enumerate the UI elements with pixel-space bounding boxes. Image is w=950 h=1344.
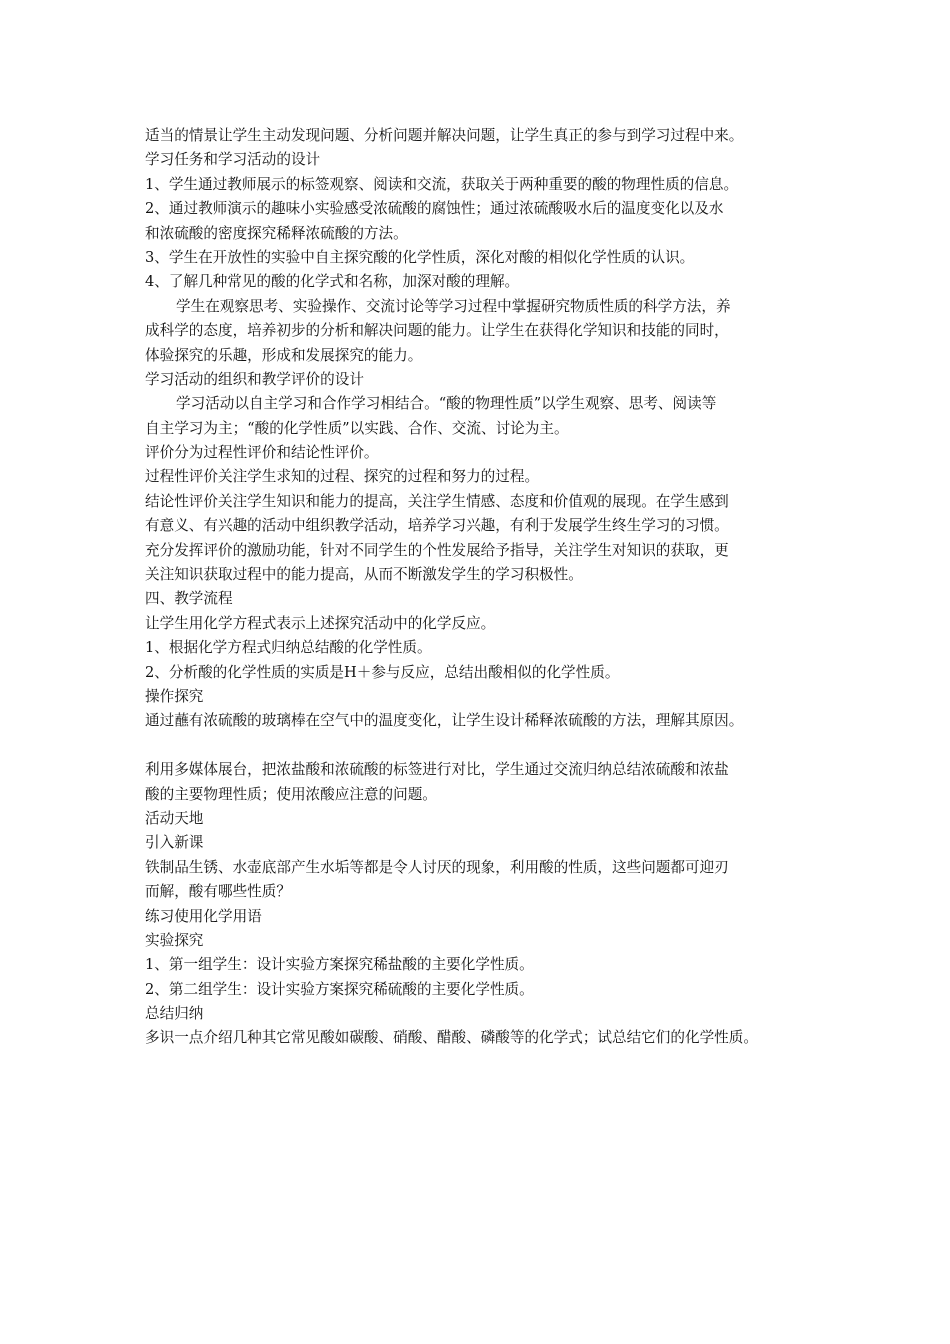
blank-line [145,734,821,758]
text-line: 学习任务和学习活动的设计 [145,151,321,169]
text-line: 1、学生通过教师展示的标签观察、阅读和交流，获取关于两种重要的酸的物理性质的信息。 [145,175,739,193]
text-line: 练习使用化学用语 [145,907,262,925]
text-line: 自主学习为主；“酸的化学性质”以实践、合作、交流、讨论为主。 [145,419,569,437]
text-line: 过程性评价关注学生求知的过程、探究的过程和努力的过程。 [145,468,540,486]
text-line: 关注知识获取过程中的能力提高，从而不断激发学生的学习积极性。 [145,566,583,584]
text-line: 操作探究 [145,687,204,705]
text-line: 适当的情景让学生主动发现问题、分析问题并解决问题，让学生真正的参与到学习过程中来。 [145,127,744,144]
text-line: 2、通过教师演示的趣味小实验感受浓硫酸的腐蚀性；通过浓硫酸吸水后的温度变化以及水 [145,200,724,218]
text-line: 铁制品生锈、水壶底部产生水垢等都是令人讨厌的现象，利用酸的性质，这些问题都可迎刃 [145,858,729,876]
text-line: 四、教学流程 [145,590,233,608]
text-line: 2、第二组学生：设计实验方案探究稀硫酸的主要化学性质。 [145,980,534,998]
text-line: 学习活动的组织和教学评价的设计 [145,370,364,388]
text-line: 通过蘸有浓硫酸的玻璃棒在空气中的温度变化，让学生设计稀释浓硫酸的方法，理解其原因。 [145,712,744,730]
text-line: 充分发挥评价的激励功能，针对不同学生的个性发展给予指导，关注学生对知识的获取，更 [145,541,729,559]
text-line: 1、根据化学方程式归纳总结酸的化学性质。 [145,639,432,657]
text-line: 4、了解几种常见的酸的化学式和名称，加深对酸的理解。 [145,273,520,291]
text-line: 活动天地 [145,809,204,827]
text-line: 和浓硫酸的密度探究稀释浓硫酸的方法。 [145,224,408,242]
text-line: 2、分析酸的化学性质的实质是H＋参与反应，总结出酸相似的化学性质。 [145,663,620,681]
text-line: 多识一点介绍几种其它常见酸如碳酸、硝酸、醋酸、磷酸等的化学式；试总结它们的化学性质。 [145,1029,758,1047]
text-line: 结论性评价关注学生知识和能力的提高，关注学生情感、态度和价值观的展现。在学生感到 [145,492,729,510]
text-line: 学习活动以自主学习和合作学习相结合。“酸的物理性质”以学生观察、思考、阅读等 [176,395,717,413]
text-line: 让学生用化学方程式表示上述探究活动中的化学反应。 [145,614,496,632]
text-line: 学生在观察思考、实验操作、交流讨论等学习过程中掌握研究物质性质的科学方法，养 [176,297,731,315]
text-line: 实验探究 [145,931,204,949]
document-body [145,124,821,1051]
text-line: 1、第一组学生：设计实验方案探究稀盐酸的主要化学性质。 [145,956,534,974]
text-line: 评价分为过程性评价和结论性评价。 [145,444,379,462]
text-line: 有意义、有兴趣的活动中组织教学活动，培养学习兴趣，有利于发展学生终生学习的习惯。 [145,517,729,535]
text-line: 而解，酸有哪些性质？ [145,883,291,901]
text-line: 引入新课 [145,834,204,852]
text-line: 成科学的态度，培养初步的分析和解决问题的能力。让学生在获得化学知识和技能的同时， [145,322,729,340]
text-line: 体验探究的乐趣，形成和发展探究的能力。 [145,346,423,364]
text-line: 酸的主要物理性质；使用浓酸应注意的问题。 [145,785,437,803]
text-line: 3、学生在开放性的实验中自主探究酸的化学性质，深化对酸的相似化学性质的认识。 [145,248,695,266]
text-line: 总结归纳 [145,1005,204,1023]
text-line: 利用多媒体展台，把浓盐酸和浓硫酸的标签进行对比，学生通过交流归纳总结浓硫酸和浓盐 [145,761,729,779]
